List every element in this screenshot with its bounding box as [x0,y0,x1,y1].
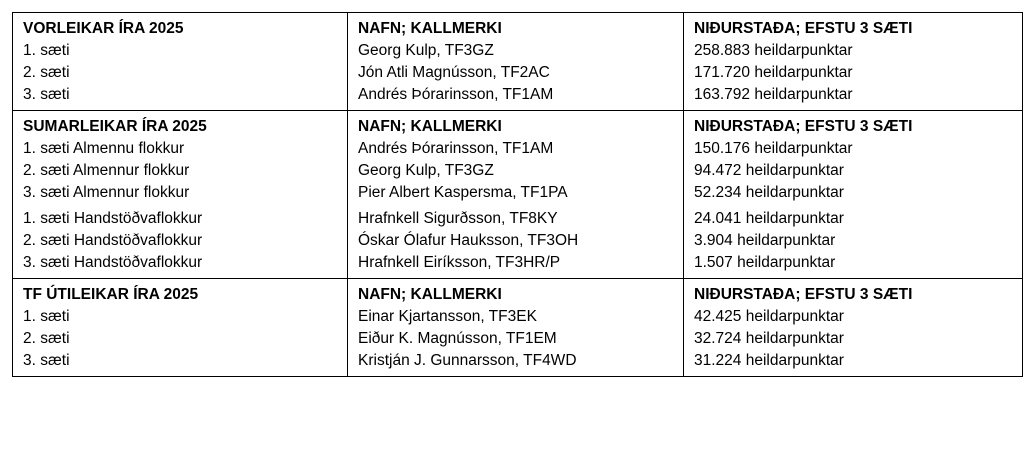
table-row [13,350,1023,377]
score-cell: 94.472 heildarpunktar [684,160,1023,182]
name-cell: Einar Kjartansson, TF3EK [348,306,684,328]
place-cell: 2. sæti Handstöðvaflokkur [13,230,348,252]
table-row [13,230,1023,252]
score-cell: 3.904 heildarpunktar [684,230,1023,252]
score-cell: 163.792 heildarpunktar [684,84,1023,111]
section-header-row [13,111,1023,139]
table-row [13,328,1023,350]
place-cell: 1. sæti [13,40,348,62]
place-cell: 2. sæti [13,328,348,350]
score-cell: 31.224 heildarpunktar [684,350,1023,377]
name-cell: Hrafnkell Eiríksson, TF3HR/P [348,252,684,279]
table-row [13,306,1023,328]
place-cell: 3. sæti [13,84,348,111]
name-cell: Óskar Ólafur Hauksson, TF3OH [348,230,684,252]
name-cell: Georg Kulp, TF3GZ [348,40,684,62]
score-cell: 24.041 heildarpunktar [684,204,1023,230]
results-table [12,12,1023,377]
name-column-header: NAFN; KALLMERKI [348,13,684,41]
table-row [13,252,1023,279]
table-row [13,160,1023,182]
name-cell: Kristján J. Gunnarsson, TF4WD [348,350,684,377]
name-cell: Eiður K. Magnússon, TF1EM [348,328,684,350]
place-cell: 3. sæti Almennur flokkur [13,182,348,204]
score-cell: 258.883 heildarpunktar [684,40,1023,62]
name-cell: Andrés Þórarinsson, TF1AM [348,84,684,111]
table-row [13,84,1023,111]
name-column-header: NAFN; KALLMERKI [348,279,684,307]
place-cell: 1. sæti [13,306,348,328]
place-cell: 3. sæti [13,350,348,377]
name-cell: Hrafnkell Sigurðsson, TF8KY [348,204,684,230]
table-row [13,138,1023,160]
section-header-row [13,279,1023,307]
name-cell: Georg Kulp, TF3GZ [348,160,684,182]
name-cell: Andrés Þórarinsson, TF1AM [348,138,684,160]
score-cell: 150.176 heildarpunktar [684,138,1023,160]
place-cell: 2. sæti [13,62,348,84]
results-document [12,12,1023,377]
place-cell: 3. sæti Handstöðvaflokkur [13,252,348,279]
score-cell: 1.507 heildarpunktar [684,252,1023,279]
name-cell: Jón Atli Magnússon, TF2AC [348,62,684,84]
result-column-header: NIÐURSTAÐA; EFSTU 3 SÆTI [684,13,1023,41]
table-row [13,182,1023,204]
place-cell: 2. sæti Almennur flokkur [13,160,348,182]
section-title: TF ÚTILEIKAR ÍRA 2025 [13,279,348,307]
table-row [13,62,1023,84]
section-title: SUMARLEIKAR ÍRA 2025 [13,111,348,139]
result-column-header: NIÐURSTAÐA; EFSTU 3 SÆTI [684,111,1023,139]
place-cell: 1. sæti Almennu flokkur [13,138,348,160]
place-cell: 1. sæti Handstöðvaflokkur [13,204,348,230]
name-column-header: NAFN; KALLMERKI [348,111,684,139]
score-cell: 52.234 heildarpunktar [684,182,1023,204]
score-cell: 32.724 heildarpunktar [684,328,1023,350]
name-cell: Pier Albert Kaspersma, TF1PA [348,182,684,204]
result-column-header: NIÐURSTAÐA; EFSTU 3 SÆTI [684,279,1023,307]
score-cell: 171.720 heildarpunktar [684,62,1023,84]
section-title: VORLEIKAR ÍRA 2025 [13,13,348,41]
section-header-row [13,13,1023,41]
score-cell: 42.425 heildarpunktar [684,306,1023,328]
table-row [13,204,1023,230]
table-row [13,40,1023,62]
